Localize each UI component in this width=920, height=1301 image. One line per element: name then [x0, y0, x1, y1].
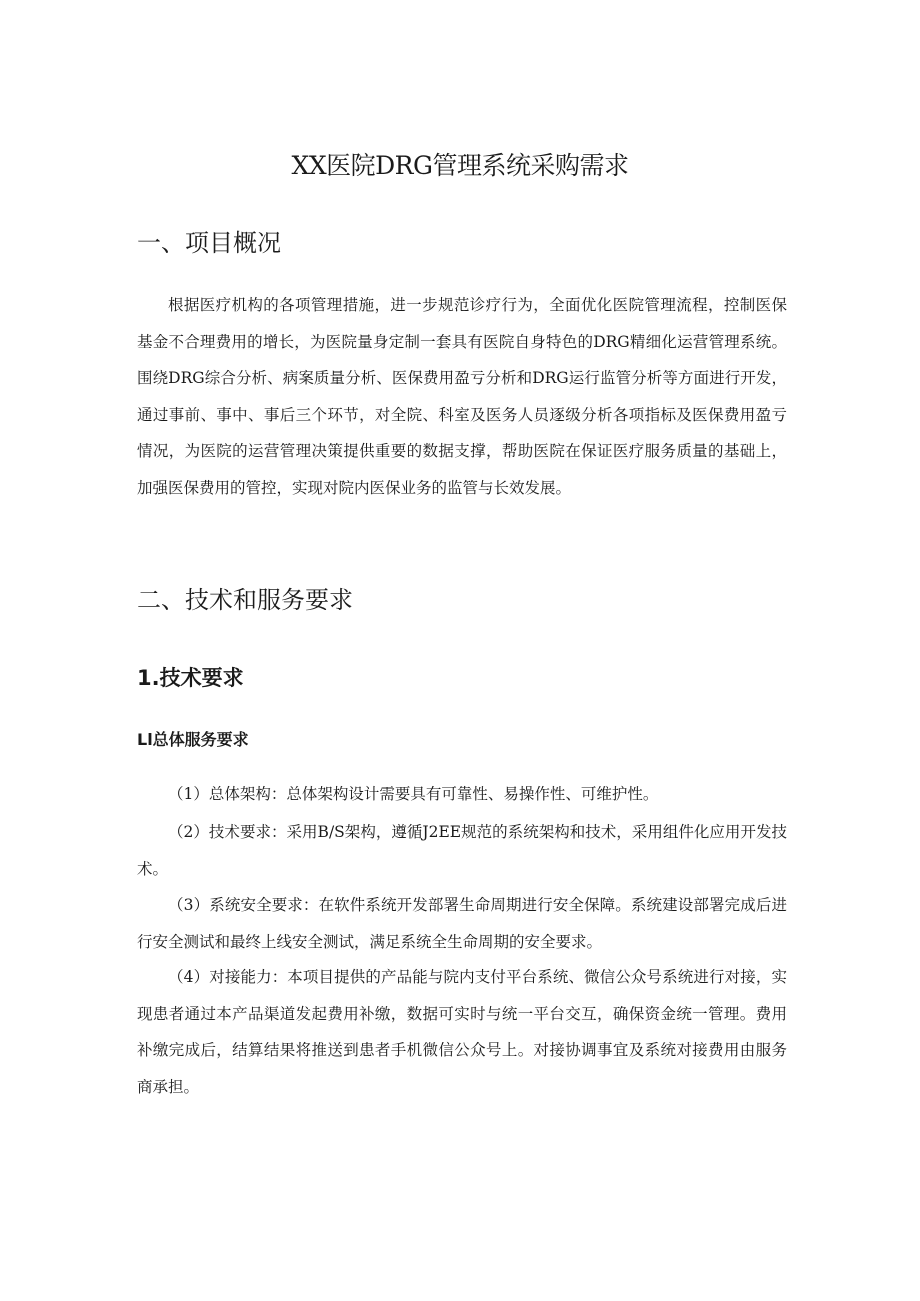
requirement-item: （2）技术要求：采用B/S架构，遵循J2EE规范的系统架构和技术，采用组件化应用开发技术。 — [137, 823, 787, 878]
document-title: XX医院DRG管理系统采购需求 — [291, 151, 629, 180]
subsubsection-heading-overall-service: Ll总体服务要求 — [137, 730, 249, 749]
section-heading-overview: 一、项目概况 — [137, 229, 281, 257]
requirement-item: （4）对接能力：本项目提供的产品能与院内支付平台系统、微信公众号系统进行对接，实现患者通过本产品渠道发起费用补缴，数据可实时与统一平台交互，确保资金统一管理。费用补缴完成后，结算结果将推送到患者手机微信公众号上。对接协调事宜及系统对接费用由服务商承担。 — [137, 968, 787, 1096]
subsection-heading-technical: 1.技术要求 — [137, 666, 244, 690]
requirement-item: （1）总体架构：总体架构设计需要具有可靠性、易操作性、可维护性。 — [168, 785, 659, 803]
section-heading-technical-service: 二、技术和服务要求 — [137, 586, 353, 614]
requirement-item: （3）系统安全要求：在软件系统开发部署生命周期进行安全保障。系统建设部署完成后进行安全测试和最终上线安全测试，满足系统全生命周期的安全要求。 — [137, 896, 787, 951]
overview-paragraph: 根据医疗机构的各项管理措施，进一步规范诊疗行为，全面优化医院管理流程，控制医保基金不合理费用的增长，为医院量身定制一套具有医院自身特色的DRG精细化运营管理系统。围绕DRG综合分析、病案质量分析、医保费用盈亏分析和DRG运行监管分析等方面进行开发，通过事前、事中、事后三个环节，对全院、科室及医务人员逐级分析各项指标及医保费用盈亏情况，为医院的运营管理决策提供重要的数据支撑，帮助医院在保证医疗服务质量的基础上，加强医保费用的管控，实现对院内医保业务的监管与长效发展。 — [137, 296, 787, 497]
